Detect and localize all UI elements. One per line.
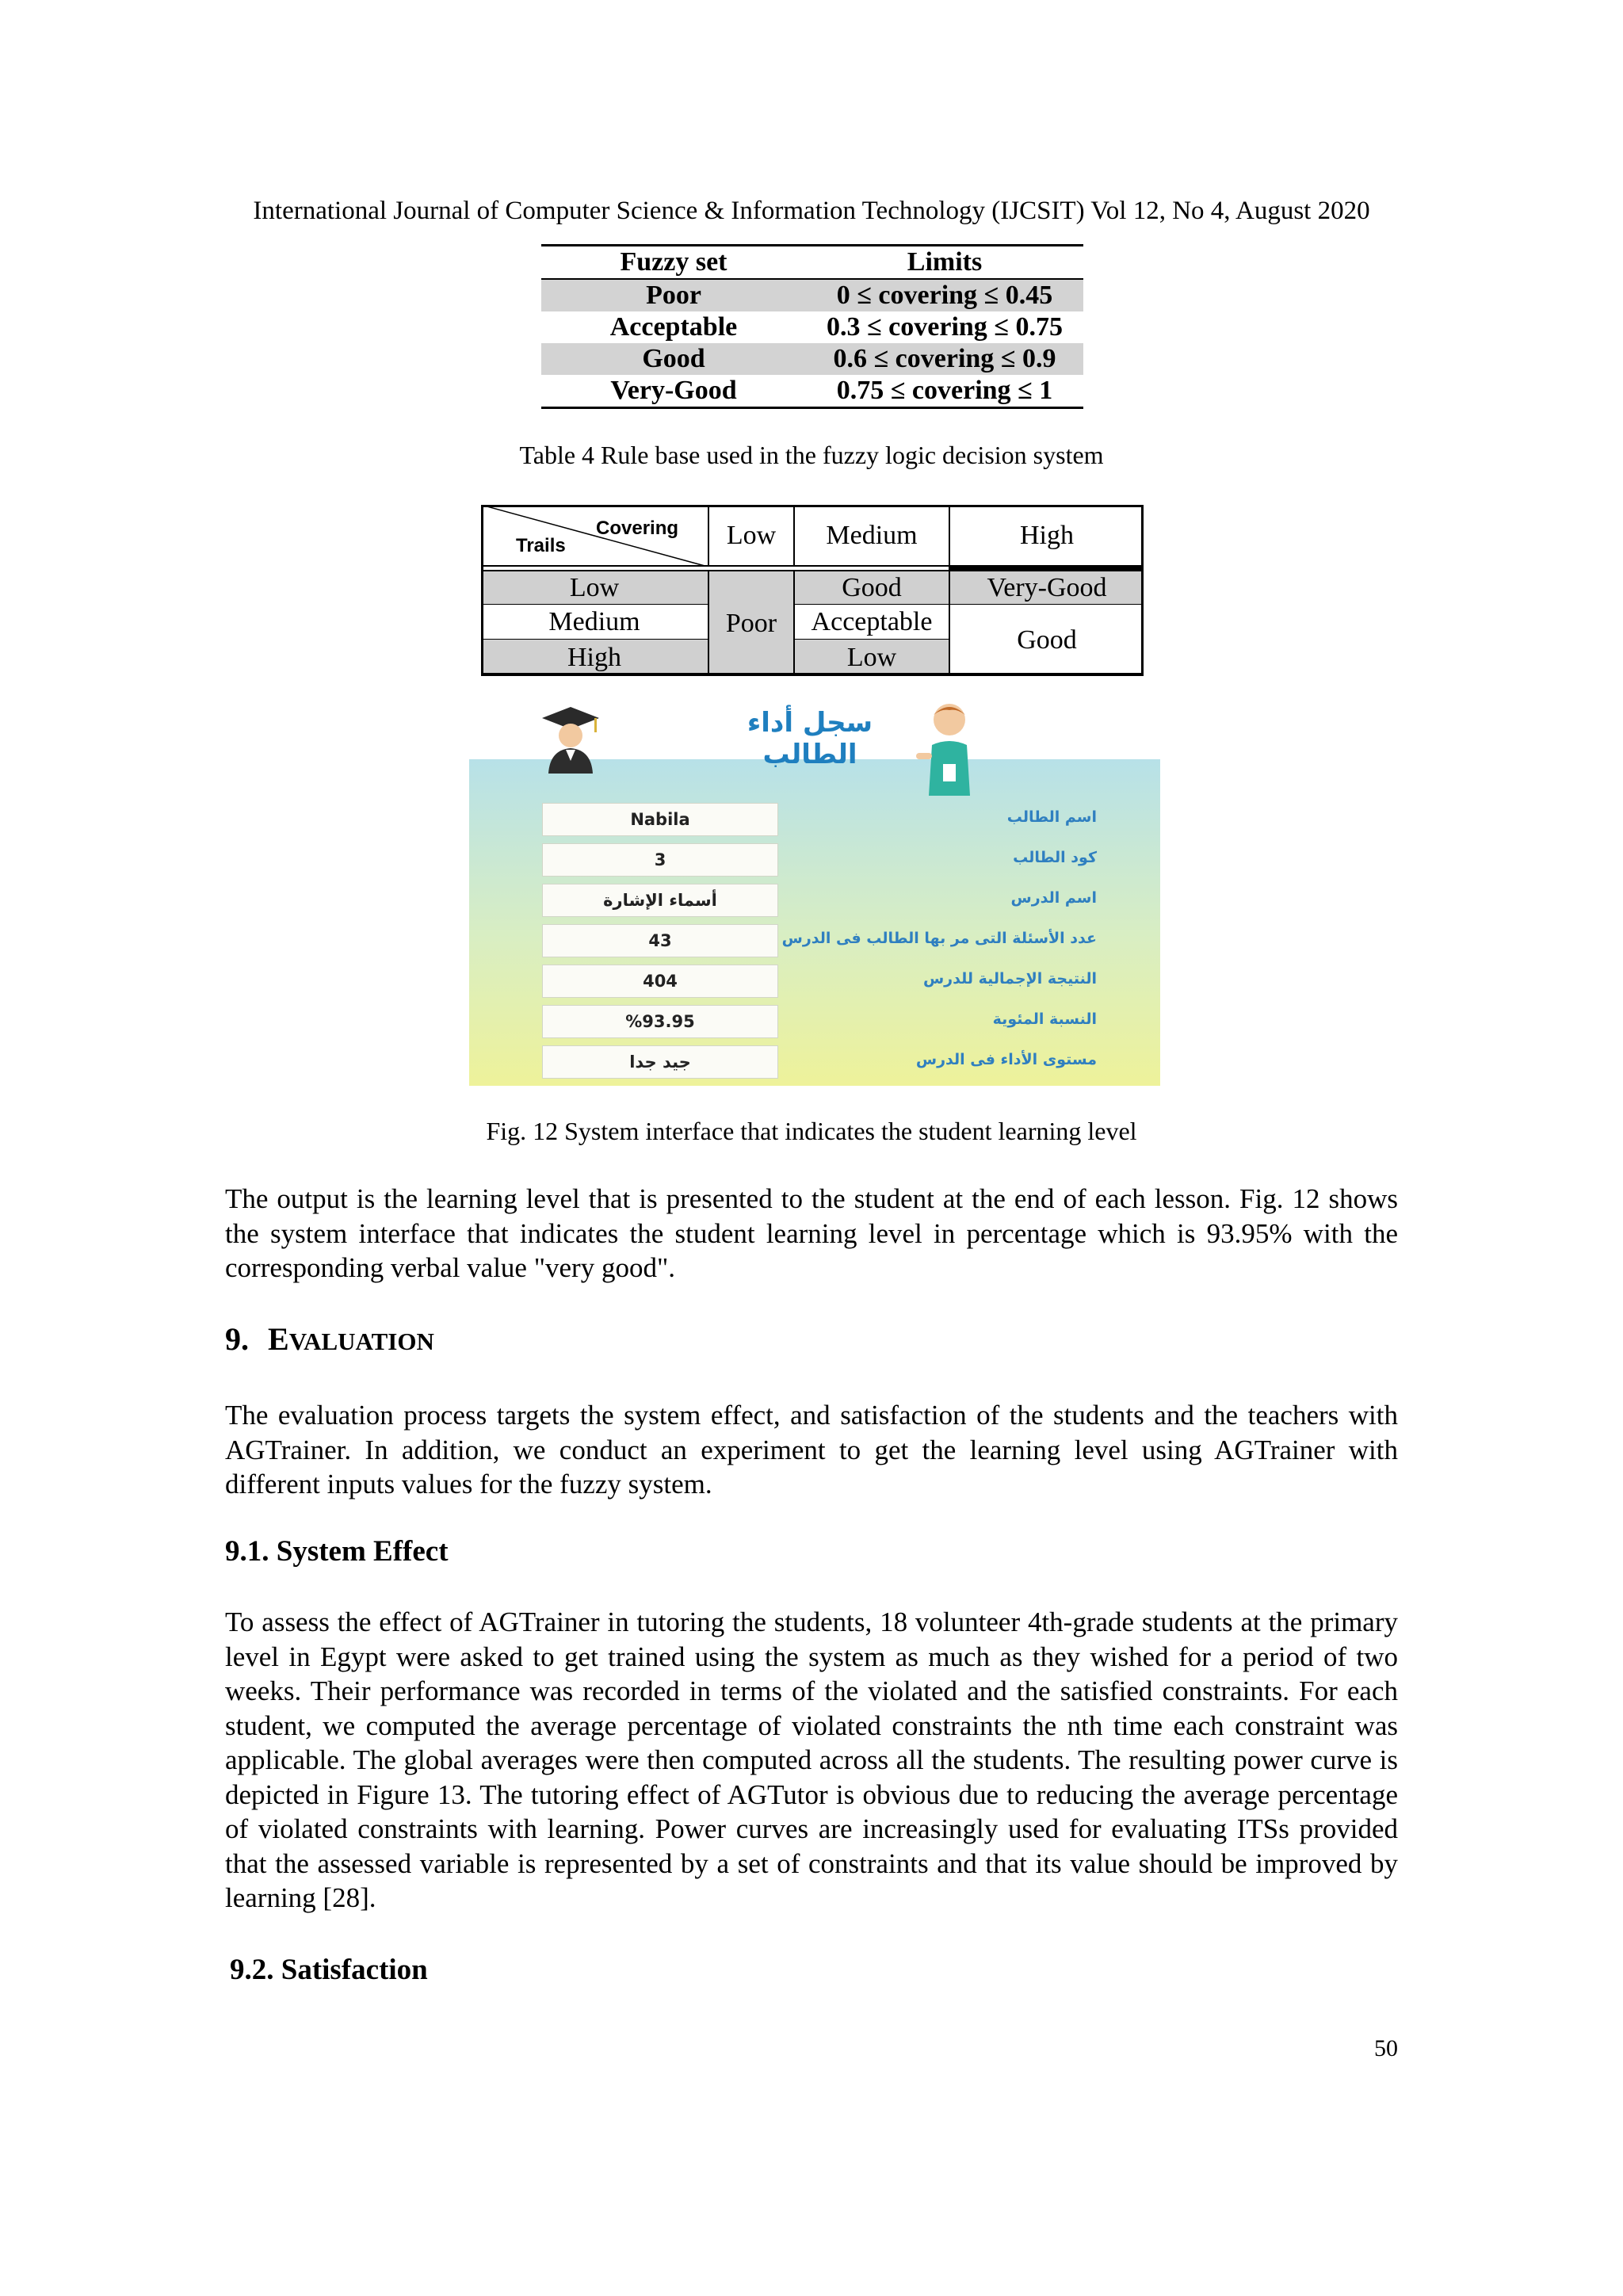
- fuzzy-set-cell: Very-Good: [541, 375, 806, 408]
- student-code-label: كود الطالب: [1013, 849, 1097, 866]
- section-9-2-heading: 9.2. Satisfaction: [230, 1954, 428, 1986]
- poor-cell: Poor: [708, 571, 793, 676]
- table-border-top: [481, 505, 1144, 507]
- medium-high-cell: Low: [793, 640, 949, 676]
- table-row: [541, 375, 1083, 408]
- section-number: 9.: [225, 1321, 249, 1357]
- fuzzy-set-cell: Acceptable: [609, 312, 738, 342]
- section-9-heading: [225, 1320, 434, 1358]
- col-header-medium: Medium: [793, 505, 949, 567]
- table4-caption: Table 4 Rule base used in the fuzzy logic decision system: [519, 441, 1104, 469]
- col-header-fuzzy-set: Fuzzy set: [541, 246, 806, 280]
- col-header-low: Low: [708, 505, 793, 567]
- student-record-interface: [469, 701, 1160, 1086]
- percentage-label: النسبة المئوية: [992, 1010, 1097, 1028]
- paragraph-evaluation: The evaluation process targets the system effect, and satisfaction of the students and the teachers with AGTrainer. In addition, we conduct an experiment to get the learning level using AGTrainer with different inputs values for the fuzzy system.: [225, 1400, 1398, 1499]
- col-header-high: High: [949, 505, 1144, 567]
- row-header-low: Low: [481, 571, 708, 605]
- corner-covering-label: Covering: [596, 518, 679, 539]
- fuzzy-set-cell: Poor: [541, 279, 806, 311]
- student-name-field: Nabila: [542, 803, 778, 836]
- performance-level-label: مستوى الأداء فى الدرس: [915, 1051, 1097, 1068]
- fig12-caption: Fig. 12 System interface that indicates the student learning level: [486, 1117, 1137, 1145]
- question-count-field: 43: [542, 924, 778, 957]
- paragraph-system-effect: To assess the effect of AGTrainer in tutoring the students, 18 volunteer 4th-grade students at the primary level in Egypt were asked to get trained using the system as much as they wished for a period of two weeks. Their performance was recorded in terms of the violated and the satisfied constraints. For each student, we computed the average percentage of violated constraints the nth time each constraint was applicable. The global averages were then computed across all the students. The resulting power curve is depicted in Figure 13. The tutoring effect of AGTutor is obvious due to reducing the average percentage of violated constraints with learning. Power curves are increasingly used for evaluating ITSs provided that the assessed variable is represented by a set of constraints and that its value should be improved by learning [28].: [225, 1606, 1398, 1913]
- row-header-high: High: [481, 640, 708, 676]
- limits-cell: 0.75 ≤ covering ≤ 1: [806, 375, 1083, 408]
- section-9-1-heading: 9.1. System Effect: [225, 1535, 449, 1568]
- fuzzy-set-table: [541, 244, 1083, 409]
- student-code-field: 3: [542, 843, 778, 877]
- rule-base-table: [481, 505, 1144, 676]
- table-row: [541, 279, 1083, 311]
- performance-level-field: جيد جدا: [542, 1045, 778, 1079]
- limits-cell: 0 ≤ covering ≤ 0.45: [806, 279, 1083, 311]
- corner-cell: [481, 505, 708, 567]
- lesson-name-field: أسماء الإشارة: [542, 884, 778, 917]
- paragraph-output: The output is the learning level that is presented to the student at the end of each lesson. Fig. 12 shows the system interface that indicates the student learning level in percentage which is 93.95% with the corresponding verbal value "very good".: [225, 1183, 1398, 1283]
- student-character-icon: [910, 701, 983, 796]
- student-name-label: اسم الطالب: [1006, 808, 1097, 826]
- col-header-limits: Limits: [806, 246, 1083, 280]
- total-score-field: 404: [542, 965, 778, 998]
- section-title-rest: VALUATION: [288, 1328, 434, 1355]
- high-low-cell: Very-Good: [949, 571, 1144, 605]
- high-medhigh-cell: Good: [949, 605, 1144, 676]
- table-border-left: [481, 505, 483, 676]
- section-title-first-letter: E: [268, 1321, 289, 1357]
- table-row: [541, 343, 1083, 375]
- fuzzy-set-cell: Good: [541, 343, 806, 375]
- interface-title: سجل أداء الطالب: [747, 707, 873, 770]
- total-score-label: النتيجة الإجمالية للدرس: [922, 970, 1097, 988]
- limits-cell: 0.6 ≤ covering ≤ 0.9: [806, 343, 1083, 375]
- table-border-right: [1141, 505, 1144, 676]
- medium-low-cell: Good: [793, 571, 949, 605]
- medium-medium-cell: Acceptable: [793, 605, 949, 640]
- question-count-label: عدد الأسئلة التى مر بها الطالب فى الدرس: [781, 930, 1097, 947]
- running-header: International Journal of Computer Science & Information Technology (IJCSIT) Vol 12, No 4, August 2020: [253, 197, 1370, 225]
- table-border-bottom: [481, 673, 1144, 676]
- page-number: 50: [1374, 2035, 1398, 2061]
- corner-trails-label: Trails: [516, 535, 566, 556]
- header-separator-thick: [949, 565, 1144, 571]
- table-row: [541, 311, 1083, 343]
- percentage-field: %93.95: [542, 1005, 778, 1038]
- limits-cell: 0.3 ≤ covering ≤ 0.75: [827, 312, 1063, 342]
- lesson-name-label: اسم الدرس: [1010, 889, 1097, 907]
- graduate-icon: [539, 705, 602, 774]
- row-header-medium: Medium: [481, 605, 708, 640]
